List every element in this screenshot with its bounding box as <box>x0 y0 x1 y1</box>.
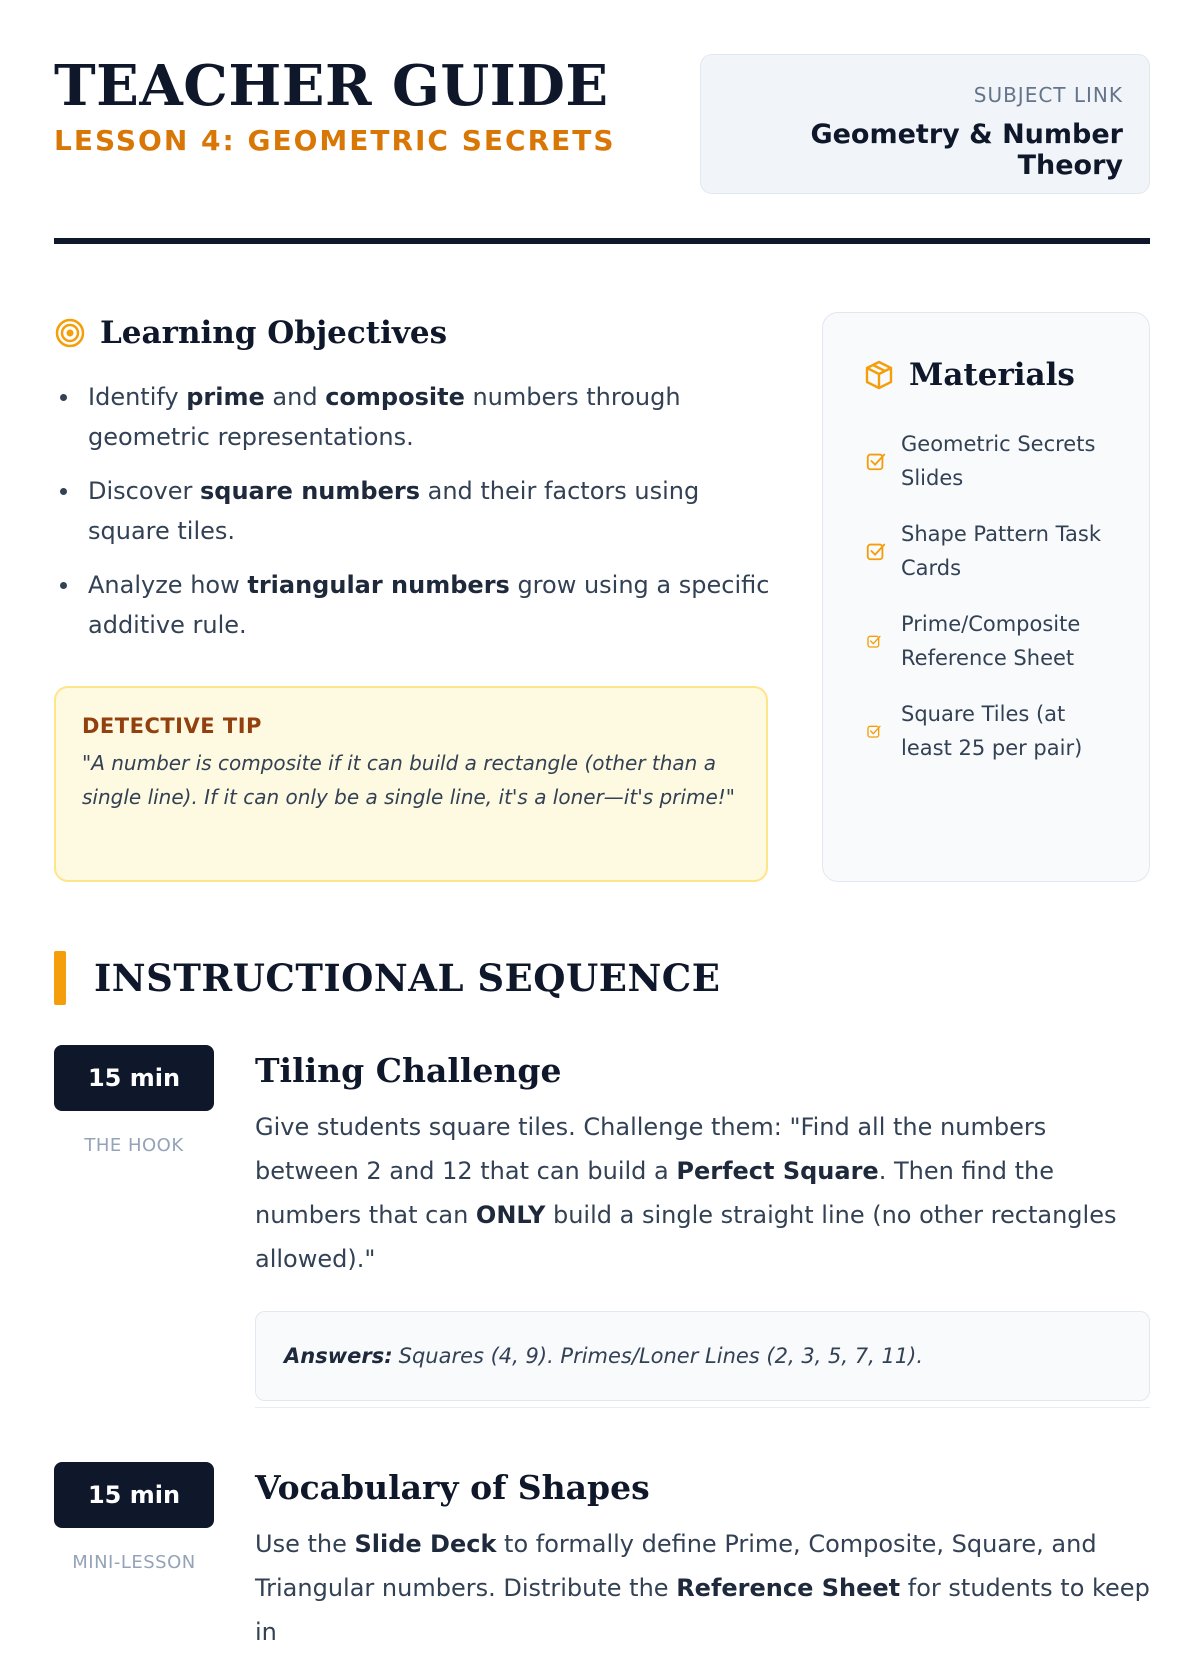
material-item <box>863 607 1119 675</box>
subject-link-box <box>700 54 1150 194</box>
objective-item: Discover square numbers and their factors using square tiles. <box>54 471 774 551</box>
step-description: Give students square tiles. Challenge them: "Find all the numbers between 2 and 12 that can build a Perfect Square. Then find the numbers that can ONLY build a single straight line (no other rectangles allowed)." <box>255 1112 1117 1273</box>
duration-badge: 15 min <box>54 1045 214 1111</box>
target-icon <box>54 317 86 349</box>
objectives-list <box>54 377 774 645</box>
step-content <box>255 1462 1150 1654</box>
checkbox-icon <box>863 723 885 739</box>
answer-box <box>255 1311 1150 1401</box>
materials-list <box>863 427 1119 765</box>
objectives-heading <box>54 315 774 351</box>
sequence-heading <box>54 951 720 1005</box>
objectives-title: Learning Objectives <box>100 315 448 351</box>
step-description: Use the Slide Deck to formally define Prime, Composite, Square, and Triangular numbers. Distribute the Reference Sheet for students to keep in <box>255 1529 1150 1646</box>
step-title: Vocabulary of Shapes <box>255 1468 650 1507</box>
lesson-subtitle: LESSON 4: GEOMETRIC SECRETS <box>54 124 616 157</box>
material-item <box>863 697 1119 765</box>
page-header <box>54 54 1150 244</box>
material-label: Square Tiles (at least 25 per pair) <box>901 702 1083 760</box>
subject-link-value: Geometry & Number Theory <box>810 119 1123 181</box>
step-content <box>255 1045 1150 1401</box>
material-label: Shape Pattern Task Cards <box>901 522 1101 580</box>
materials-title: Materials <box>909 357 1075 393</box>
header-divider <box>54 238 1150 244</box>
answer-label: Answers: <box>284 1343 393 1368</box>
step-title: Tiling Challenge <box>255 1051 562 1090</box>
subject-link-label: SUBJECT LINK <box>973 83 1123 107</box>
phase-label: THE HOOK <box>84 1135 184 1156</box>
step-divider <box>255 1407 1150 1408</box>
package-icon <box>863 359 895 391</box>
section-accent-bar <box>54 951 66 1005</box>
material-label: Geometric Secrets Slides <box>901 432 1096 490</box>
checkbox-icon <box>863 540 889 562</box>
materials-heading <box>863 357 1119 393</box>
sequence-title: INSTRUCTIONAL SEQUENCE <box>94 956 721 1000</box>
checkbox-icon <box>863 450 889 472</box>
answer-text: Squares (4, 9). Primes/Loner Lines (2, 3, 5, 7, 11). <box>398 1343 924 1368</box>
tip-label: DETECTIVE TIP <box>82 714 262 738</box>
duration-badge: 15 min <box>54 1462 214 1528</box>
page-title: TEACHER GUIDE <box>54 53 609 119</box>
checkbox-icon <box>863 633 885 649</box>
materials-panel <box>822 312 1150 882</box>
material-item <box>863 427 1119 495</box>
objective-item: Analyze how triangular numbers grow using a specific additive rule. <box>54 565 774 645</box>
objective-item: Identify prime and composite numbers through geometric representations. <box>54 377 774 457</box>
learning-objectives <box>54 315 774 659</box>
material-item <box>863 517 1119 585</box>
detective-tip <box>54 686 768 882</box>
phase-label: MINI-LESSON <box>72 1552 196 1573</box>
material-label: Prime/Composite Reference Sheet <box>901 612 1081 670</box>
tip-text: "A number is composite if it can build a rectangle (other than a single line). If it can only be a single line, it's a loner—it's prime!" <box>82 751 735 809</box>
